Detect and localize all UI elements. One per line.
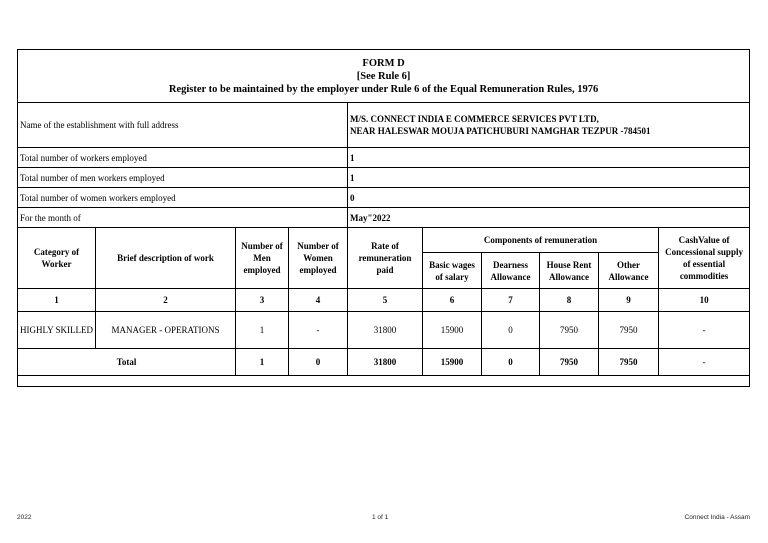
form-subtitle: [See Rule 6] xyxy=(356,70,411,82)
col-number: 2 xyxy=(96,289,236,312)
form-d-table xyxy=(17,49,750,387)
cell-description: MANAGER - OPERATIONS xyxy=(96,312,236,349)
col-number: 10 xyxy=(659,289,750,312)
form-heading: Register to be maintained by the employer under Rule 6 of the Equal Remuneration Rules, 1976 xyxy=(168,83,599,95)
form-header xyxy=(18,50,750,103)
info-value: 1 xyxy=(348,148,750,168)
col-other: Other Allowance xyxy=(599,253,659,289)
total-women: 0 xyxy=(289,349,348,376)
table-row xyxy=(18,312,750,349)
info-label: For the month of xyxy=(18,208,348,228)
footer-year: 2022 xyxy=(17,514,32,521)
cell-cash: - xyxy=(659,312,750,349)
empty-cell xyxy=(18,376,750,387)
cell-basic: 15900 xyxy=(423,312,482,349)
col-men: Number of Men employed xyxy=(236,228,289,289)
col-number: 1 xyxy=(18,289,96,312)
total-hra: 7950 xyxy=(540,349,599,376)
col-components: Components of remuneration xyxy=(423,228,659,253)
cell-dearness: 0 xyxy=(482,312,540,349)
cell-men: 1 xyxy=(236,312,289,349)
col-description: Brief description of work xyxy=(96,228,236,289)
info-row-establishment xyxy=(18,103,750,148)
footer-company: Connect India - Assam xyxy=(684,514,750,521)
total-rate: 31800 xyxy=(348,349,423,376)
total-men: 1 xyxy=(236,349,289,376)
col-number: 4 xyxy=(289,289,348,312)
form-title: FORM D xyxy=(362,57,405,69)
total-basic: 15900 xyxy=(423,349,482,376)
establishment-address: NEAR HALESWAR MOUJA PATICHUBURI NAMGHAR TEZPUR -784501 xyxy=(350,126,651,136)
info-value: 1 xyxy=(348,168,750,188)
col-number: 9 xyxy=(599,289,659,312)
total-row xyxy=(18,349,750,376)
info-row-women-workers xyxy=(18,188,750,208)
col-women: Number of Women employed xyxy=(289,228,348,289)
info-row-men-workers xyxy=(18,168,750,188)
empty-row xyxy=(18,376,750,387)
total-other: 7950 xyxy=(599,349,659,376)
cell-women: - xyxy=(289,312,348,349)
col-number: 5 xyxy=(348,289,423,312)
cell-rate: 31800 xyxy=(348,312,423,349)
col-rate: Rate of remuneration paid xyxy=(348,228,423,289)
footer-page-number: 1 of 1 xyxy=(372,514,389,521)
info-value: May"2022 xyxy=(348,208,750,228)
col-hra: House Rent Allowance xyxy=(540,253,599,289)
info-value: 0 xyxy=(348,188,750,208)
total-dearness: 0 xyxy=(482,349,540,376)
establishment-name: M/S. CONNECT INDIA E COMMERCE SERVICES PVT LTD, xyxy=(350,114,599,124)
info-label: Total number of men workers employed xyxy=(18,168,348,188)
info-label: Name of the establishment with full address xyxy=(18,103,348,148)
col-number: 8 xyxy=(540,289,599,312)
col-dearness: Dearness Allowance xyxy=(482,253,540,289)
info-label: Total number of workers employed xyxy=(18,148,348,168)
info-row-month xyxy=(18,208,750,228)
info-row-total-workers xyxy=(18,148,750,168)
col-basic: Basic wages of salary xyxy=(423,253,482,289)
info-value xyxy=(348,103,750,148)
col-number: 3 xyxy=(236,289,289,312)
cell-other: 7950 xyxy=(599,312,659,349)
col-number: 6 xyxy=(423,289,482,312)
col-cash: CashValue of Concessional supply of essential commodities xyxy=(659,228,750,289)
cell-hra: 7950 xyxy=(540,312,599,349)
col-number: 7 xyxy=(482,289,540,312)
info-label: Total number of women workers employed xyxy=(18,188,348,208)
column-number-row xyxy=(18,289,750,312)
column-header-row xyxy=(18,228,750,253)
col-category: Category of Worker xyxy=(18,228,96,289)
cell-category: HIGHLY SKILLED xyxy=(18,312,96,349)
total-cash: - xyxy=(659,349,750,376)
total-label: Total xyxy=(18,349,236,376)
form-d-sheet xyxy=(17,49,749,387)
